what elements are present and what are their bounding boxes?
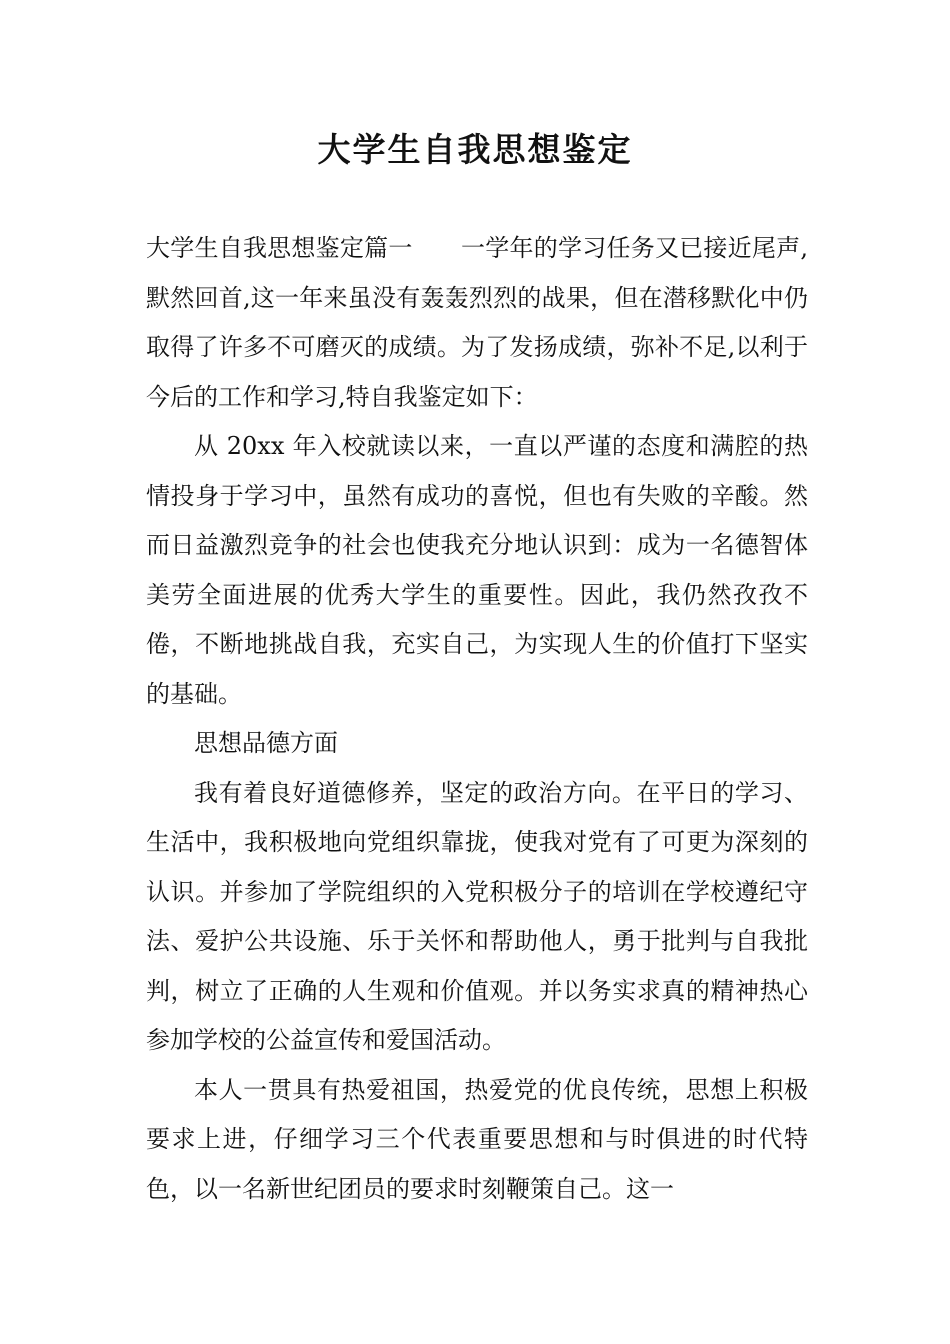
document-body (146, 224, 808, 1214)
section-heading-moral: 思想品德方面 (194, 729, 338, 757)
paragraph-moral: 我有着良好道德修养，坚定的政治方向。在平日的学习、生活中，我积极地向党组织靠拢，使我对党有了可更为深刻的认识。并参加了学院组织的入党积极分子的培训在学校遵纪守法、爱护公共设施、乐于关怀和帮助他人，勇于批判与自我批判，树立了正确的人生观和价值观。并以务实求真的精神热心参加学校的公益宣传和爱国活动。 (146, 778, 808, 1054)
paragraph-intro: 大学生自我思想鉴定篇一 一学年的学习任务又已接近尾声,默然回首,这一年来虽没有轰轰烈烈的战果，但在潜移默化中仍取得了许多不可磨灭的成绩。为了发扬成绩，弥补不足,以利于今后的工作和学习,特自我鉴定如下： (146, 234, 808, 411)
paragraph-patriotism: 本人一贯具有热爱祖国，热爱党的优良传统，思想上积极要求上进，仔细学习三个代表重要思想和与时俱进的时代特色，以一名新世纪团员的要求时刻鞭策自己。这一 (146, 1075, 808, 1203)
document-title: 大学生自我思想鉴定 (317, 130, 633, 169)
paragraph-enrollment: 从 20xx 年入校就读以来，一直以严谨的态度和满腔的热情投身于学习中，虽然有成功的喜悦，但也有失败的辛酸。然而日益激烈竞争的社会也使我充分地认识到：成为一名德智体美劳全面进展的优秀大学生的重要性。因此，我仍然孜孜不倦，不断地挑战自我，充实自己，为实现人生的价值打下坚实的基础。 (146, 432, 808, 708)
